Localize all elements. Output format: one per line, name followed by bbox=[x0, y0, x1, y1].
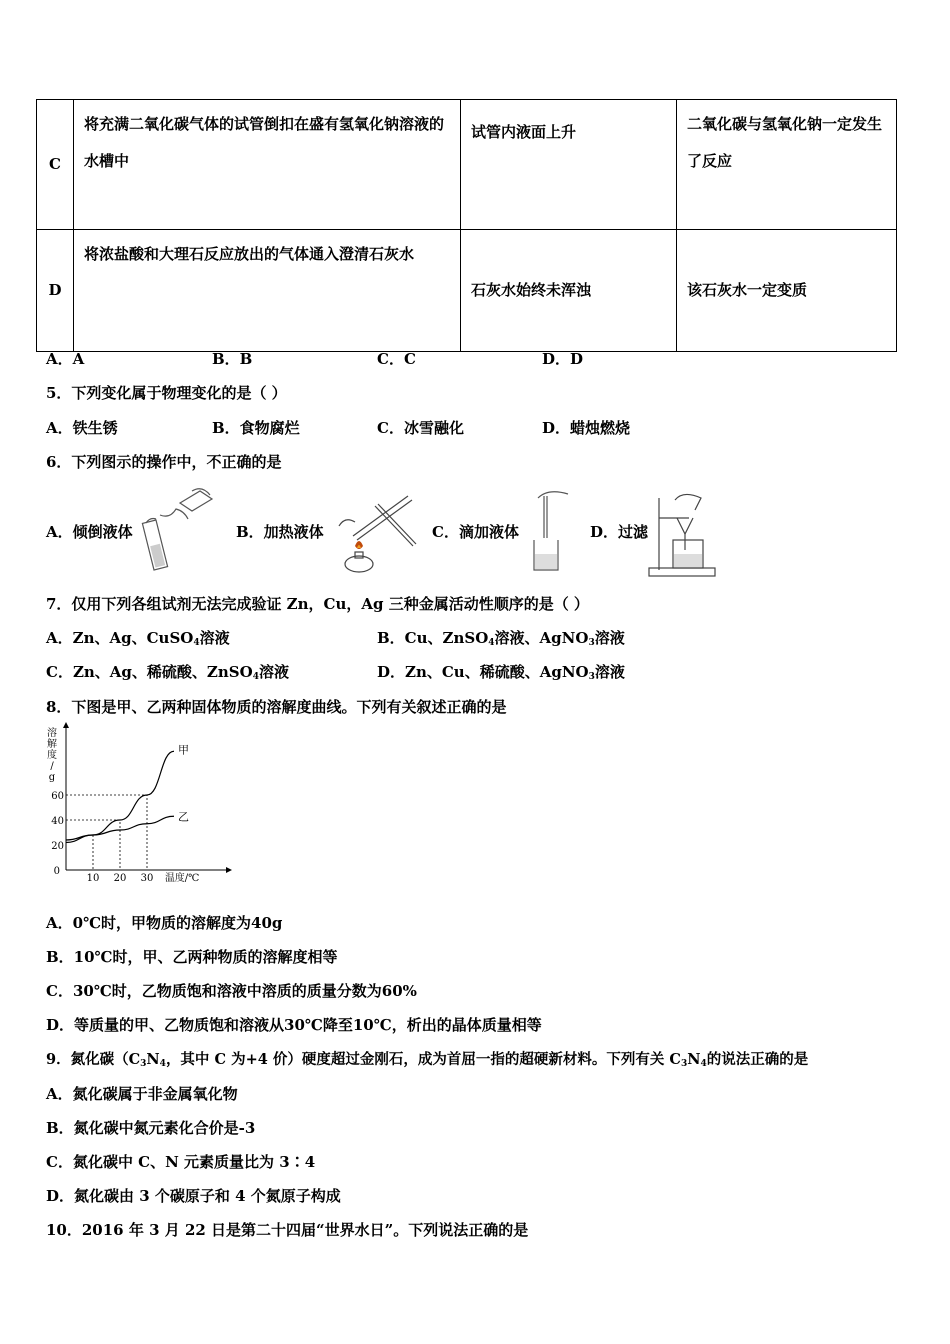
pouring-liquid-illustration bbox=[140, 483, 225, 573]
x-tick-label: 30 bbox=[140, 873, 154, 884]
heating-liquid-illustration bbox=[333, 486, 418, 576]
phenomenon-cell: 试管内液面上升 bbox=[461, 100, 677, 230]
x-tick-label: 10 bbox=[86, 873, 100, 884]
x-axis-label: 温度/℃ bbox=[164, 873, 200, 884]
solubility-chart bbox=[44, 722, 234, 884]
q9-option-c: C．氮化碳中 C、N 元素质量比为 3∶4 bbox=[46, 1153, 316, 1171]
y-tick-label: 40 bbox=[51, 816, 64, 827]
y-tick-label: 60 bbox=[51, 791, 64, 802]
operation-cell: 将充满二氧化碳气体的试管倒扣在盛有氢氧化钠溶液的水槽中 bbox=[74, 100, 461, 230]
q6-option-a: A．倾倒液体 bbox=[46, 523, 133, 541]
y-axis-label-char: / bbox=[50, 761, 54, 772]
conclusion-cell: 该石灰水一定变质 bbox=[677, 230, 897, 352]
y-axis-label-char: 解 bbox=[47, 739, 57, 750]
y-tick-label: 0 bbox=[53, 866, 60, 877]
q5-stem: 5．下列变化属于物理变化的是（ ） bbox=[46, 384, 287, 402]
table-row bbox=[37, 100, 897, 230]
q9-option-d: D．氮化碳由 3 个碳原子和 4 个氮原子构成 bbox=[46, 1187, 341, 1205]
operation-cell: 将浓盐酸和大理石反应放出的气体通入澄清石灰水 bbox=[74, 230, 461, 352]
phenomenon-cell: 石灰水始终未浑浊 bbox=[461, 230, 677, 352]
filtration-illustration bbox=[645, 492, 720, 580]
q7-option-d: D．Zn、Cu、稀硫酸、AgNO$_3$溶液 bbox=[377, 663, 625, 682]
q4-option-d: D．D bbox=[542, 350, 584, 368]
y-tick-label: 20 bbox=[51, 841, 64, 852]
q5-option-c: C．冰雪融化 bbox=[377, 419, 464, 437]
x-tick-label: 20 bbox=[113, 873, 127, 884]
series-label: 乙 bbox=[178, 810, 189, 824]
dropping-liquid-illustration bbox=[520, 488, 580, 578]
experiment-table bbox=[36, 99, 897, 352]
q6-option-c: C．滴加液体 bbox=[432, 523, 519, 541]
q9-stem: 9．氮化碳（$C_3N_4$，其中 C 为+4 价）硬度超过金刚石，成为首屈一指的超硬新材料。下列有关 $C_3N_4$的说法正确的是 bbox=[46, 1051, 809, 1069]
q7-option-a: A．Zn、Ag、CuSO$_4$溶液 bbox=[46, 629, 230, 648]
row-label: D bbox=[37, 230, 74, 352]
q5-option-b: B．食物腐烂 bbox=[212, 419, 300, 437]
q4-option-c: C．C bbox=[377, 350, 416, 368]
y-axis-label-char: 溶 bbox=[47, 728, 57, 739]
q10-stem: 10．2016 年 3 月 22 日是第二十四届“世界水日”。下列说法正确的是 bbox=[46, 1221, 529, 1239]
q8-option-d: D．等质量的甲、乙物质饱和溶液从30℃降至10℃，析出的晶体质量相等 bbox=[46, 1016, 542, 1034]
q8-option-a: A．0℃时，甲物质的溶解度为40g bbox=[46, 914, 283, 932]
q4-option-b: B．B bbox=[212, 350, 253, 368]
conclusion-cell: 二氧化碳与氢氧化钠一定发生了反应 bbox=[677, 100, 897, 230]
x-axis-arrow bbox=[226, 867, 232, 873]
q8-stem: 8．下图是甲、乙两种固体物质的溶解度曲线。下列有关叙述正确的是 bbox=[46, 698, 507, 716]
q7-stem: 7．仅用下列各组试剂无法完成验证 Zn，Cu，Ag 三种金属活动性顺序的是（ ） bbox=[46, 595, 589, 613]
q6-option-b: B．加热液体 bbox=[236, 523, 324, 541]
q8-option-b: B．10℃时，甲、乙两种物质的溶解度相等 bbox=[46, 948, 338, 966]
q5-option-d: D．蜡烛燃烧 bbox=[542, 419, 631, 437]
q9-option-a: A．氮化碳属于非金属氧化物 bbox=[46, 1085, 238, 1103]
table-row bbox=[37, 230, 897, 352]
series-label: 甲 bbox=[178, 743, 189, 757]
q9-option-b: B．氮化碳中氮元素化合价是-3 bbox=[46, 1119, 256, 1137]
y-axis-label-char: g bbox=[48, 772, 56, 783]
y-axis-arrow bbox=[63, 722, 69, 728]
y-axis-label-char: 度 bbox=[47, 750, 57, 761]
q5-option-a: A．铁生锈 bbox=[46, 419, 118, 437]
q8-option-c: C．30℃时，乙物质饱和溶液中溶质的质量分数为60% bbox=[46, 982, 417, 1000]
row-label: C bbox=[37, 100, 74, 230]
q7-option-b: B．Cu、ZnSO$_4$溶液、AgNO$_3$溶液 bbox=[377, 629, 625, 648]
q6-option-d: D．过滤 bbox=[590, 523, 649, 541]
series-line bbox=[66, 751, 174, 842]
q4-option-a: A．A bbox=[46, 350, 85, 368]
q6-stem: 6．下列图示的操作中，不正确的是 bbox=[46, 453, 282, 471]
q7-option-c: C．Zn、Ag、稀硫酸、ZnSO$_4$溶液 bbox=[46, 663, 289, 682]
